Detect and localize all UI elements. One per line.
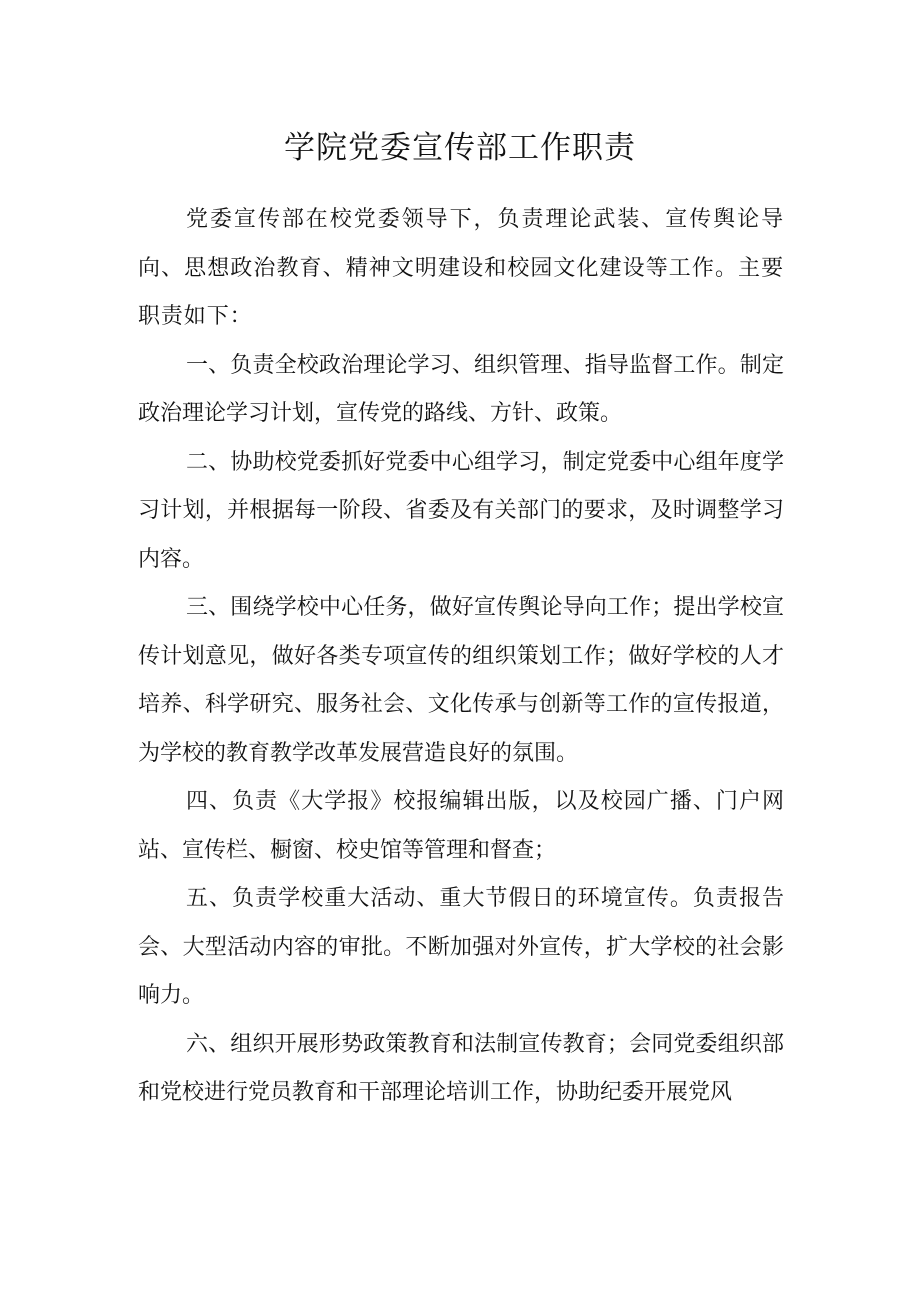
duty-paragraph-5: 五、负责学校重大活动、重大节假日的环境宣传。负责报告会、大型活动内容的审批。不断加强对外宣传，扩大学校的社会影响力。 xyxy=(138,886,784,1008)
page-title: 学院党委宣传部工作职责 xyxy=(284,130,636,166)
duty-paragraph-1: 一、负责全校政治理论学习、组织管理、指导监督工作。制定政治理论学习计划，宣传党的路线、方针、政策。 xyxy=(138,352,784,426)
duty-paragraph-4: 四、负责《大学报》校报编辑出版，以及校园广播、门户网站、宣传栏、橱窗、校史馆等管理和督查； xyxy=(138,789,784,863)
duty-paragraph-6: 六、组织开展形势政策教育和法制宣传教育；会同党委组织部和党校进行党员教育和干部理论培训工作，协助纪委开展党风 xyxy=(138,1031,784,1105)
duty-paragraph-2: 二、协助校党委抓好党委中心组学习，制定党委中心组年度学习计划，并根据每一阶段、省委及有关部门的要求，及时调整学习内容。 xyxy=(138,449,784,572)
duty-paragraph-3: 三、围绕学校中心任务，做好宣传舆论导向工作；提出学校宣传计划意见，做好各类专项宣传的组织策划工作；做好学校的人才培养、科学研究、服务社会、文化传承与创新等工作的宣传报道，为学校的教育教学改革发展营造良好的氛围。 xyxy=(138,595,784,766)
intro-paragraph: 党委宣传部在校党委领导下，负责理论武装、宣传舆论导向、思想政治教育、精神文明建设和校园文化建设等工作。主要职责如下： xyxy=(138,207,784,329)
document-body xyxy=(138,196,784,1118)
